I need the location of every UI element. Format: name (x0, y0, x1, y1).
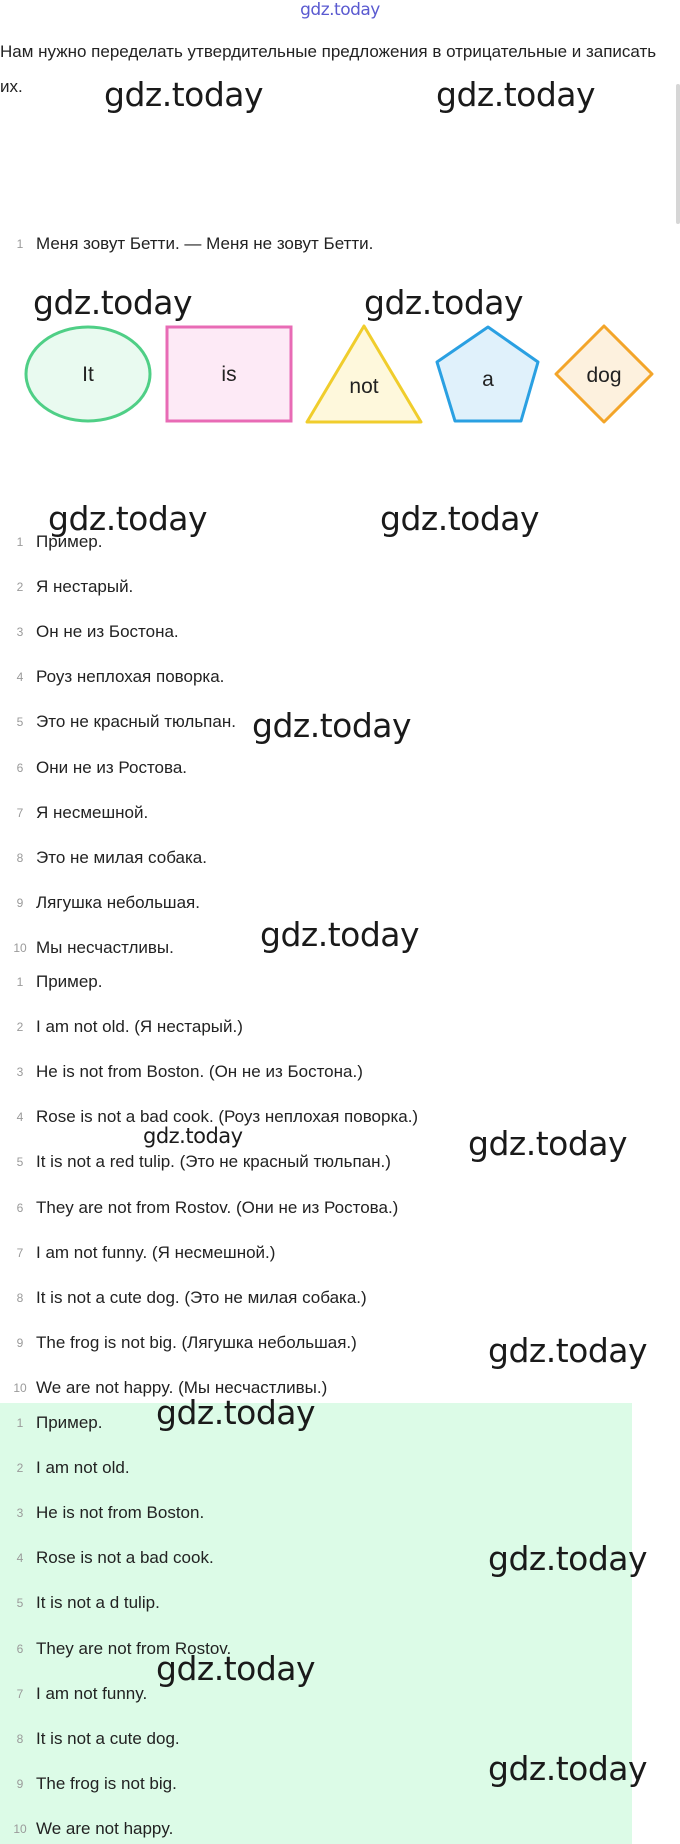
watermark: gdz.today (156, 1649, 316, 1688)
watermark: gdz.today (468, 1124, 628, 1163)
line-number: 9 (16, 1335, 24, 1350)
line-number: 4 (16, 670, 24, 685)
line-number: 2 (16, 580, 24, 595)
bilingual-row (0, 1241, 275, 1265)
line-number: 1 (16, 535, 24, 549)
line-number: 9 (16, 895, 24, 910)
line-number: 10 (13, 940, 27, 955)
watermark: gdz.today (33, 283, 193, 322)
sentence-text: The frog is not big. (Лягушка небольшая.) (36, 1332, 357, 1352)
line-number: 9 (16, 1776, 24, 1791)
sentence-text: Это не милая собака. (36, 847, 207, 867)
sentence-text: He is not from Boston. (Он не из Бостона.) (36, 1062, 363, 1082)
answer-row (0, 1546, 214, 1570)
answer-row (0, 1591, 160, 1615)
translation-row (0, 801, 148, 825)
translation-row (0, 620, 179, 644)
sentence-text: Пример. (36, 532, 103, 551)
answer-row (0, 1682, 147, 1706)
line-number: 6 (16, 1641, 24, 1656)
oval-word: It (82, 363, 94, 386)
diamond-word: dog (586, 364, 622, 387)
line-number: 1 (16, 237, 24, 251)
line-number: 2 (16, 1461, 24, 1476)
line-number: 3 (16, 1065, 24, 1080)
line-number: 4 (16, 1110, 24, 1125)
bilingual-row (0, 1331, 357, 1355)
diamond-shape (556, 326, 652, 422)
sentence-text: Лягушка небольшая. (36, 892, 200, 912)
translation-row (0, 665, 224, 689)
sentence-text: Пример. (36, 1413, 103, 1432)
line-number: 4 (16, 1551, 24, 1566)
line-number: 6 (16, 760, 24, 775)
sentence-text: We are not happy. (36, 1818, 174, 1838)
line-number: 2 (16, 1020, 24, 1035)
watermark: gdz.today (436, 75, 596, 114)
watermark: gdz.today (488, 1331, 648, 1370)
line-number: 1 (16, 1416, 24, 1430)
sentence-text: Я несмешной. (36, 802, 149, 822)
watermark: gdz.today (252, 706, 412, 745)
line-number: 10 (13, 1821, 27, 1836)
watermark: gdz.today (364, 283, 524, 322)
line-number: 3 (16, 1506, 24, 1521)
line-number: 10 (13, 1380, 27, 1395)
watermark: gdz.today (104, 75, 264, 114)
watermark: gdz.today (260, 915, 420, 954)
bilingual-row (0, 1060, 363, 1084)
sentence-text: It is not a cute dog. (36, 1728, 180, 1748)
square-word: is (221, 363, 237, 386)
sentence-text: I am not old. (Я нестарый.) (36, 1017, 243, 1037)
scrollbar[interactable] (676, 84, 680, 224)
answer-row (0, 1727, 180, 1751)
answer-row (0, 1817, 173, 1841)
answer-row (0, 1501, 204, 1525)
task-instruction: Нам нужно переделать утвердительные предложения в отрицательные и записать их. (0, 42, 657, 96)
line-number: 8 (16, 850, 24, 865)
sentence-text: They are not from Rostov. (Они не из Ростова.) (36, 1197, 399, 1217)
translation-row (0, 756, 187, 780)
line-number: 5 (16, 1596, 24, 1611)
sentence-text: Мы несчастливы. (36, 937, 174, 957)
sentence-text: It is not a d tulip. (36, 1593, 160, 1613)
answer-row (0, 1772, 177, 1796)
sentence-text: We are not happy. (Мы несчастливы.) (36, 1377, 328, 1397)
sentence-text: The frog is not big. (36, 1773, 177, 1793)
line-number: 6 (16, 1200, 24, 1215)
sentence-text: Это не красный тюльпан. (36, 712, 236, 732)
translation-row (0, 891, 200, 915)
watermark: gdz.today (488, 1749, 648, 1788)
sentence-text: I am not old. (36, 1458, 130, 1478)
sentence-text: It is not a red tulip. (Это не красный тюльпан.) (36, 1152, 391, 1172)
line-number: 8 (16, 1731, 24, 1746)
sentence-text: Пример. (36, 972, 103, 991)
example-row (0, 232, 373, 256)
line-number: 3 (16, 625, 24, 640)
bilingual-row (0, 1015, 243, 1039)
word-shapes-diagram (0, 318, 680, 430)
oval-shape (26, 327, 150, 421)
bilingual-row (0, 1286, 367, 1310)
watermark: gdz.today (380, 499, 540, 538)
sentence-text: He is not from Boston. (36, 1503, 205, 1523)
bilingual-row (0, 1196, 398, 1220)
watermark: gdz.today (488, 1539, 648, 1578)
pentagon-shape (437, 327, 538, 421)
line-number: 5 (16, 715, 24, 730)
site-logo[interactable]: gdz.today (300, 0, 380, 20)
sentence-text: I am not funny. (Я несмешной.) (36, 1242, 276, 1262)
square-shape (167, 327, 291, 421)
sentence-text: Они не из Ростова. (36, 757, 188, 777)
triangle-shape (307, 326, 421, 422)
example-text: Меня зовут Бетти. — Меня не зовут Бетти. (36, 234, 374, 253)
translation-row (0, 710, 236, 734)
sentence-text: Rose is not a bad cook. (Роуз неплохая поворка.) (36, 1107, 419, 1127)
line-number: 7 (16, 805, 24, 820)
sentence-text: Я нестарый. (36, 577, 134, 597)
sentence-text: Роуз неплохая поворка. (36, 667, 225, 687)
triangle-word: not (349, 375, 379, 398)
sentence-text: Он не из Бостона. (36, 622, 179, 642)
line-number: 8 (16, 1290, 24, 1305)
line-number: 7 (16, 1245, 24, 1260)
line-number: 7 (16, 1686, 24, 1701)
answer-row (0, 1456, 130, 1480)
sentence-text: They are not from Rostov. (36, 1638, 232, 1658)
watermark: gdz.today (143, 1124, 243, 1148)
watermark: gdz.today (156, 1393, 316, 1432)
bilingual-row (0, 1150, 391, 1174)
translation-row (0, 936, 174, 960)
sentence-text: I am not funny. (36, 1683, 148, 1703)
line-number: 1 (16, 975, 24, 989)
watermark: gdz.today (48, 499, 208, 538)
answer-row (0, 1411, 103, 1435)
bilingual-row (0, 970, 103, 994)
line-number: 5 (16, 1155, 24, 1170)
pentagon-word: a (482, 368, 494, 391)
sentence-text: It is not a cute dog. (Это не милая собака.) (36, 1287, 367, 1307)
translation-row (0, 846, 207, 870)
translation-row (0, 575, 133, 599)
sentence-text: Rose is not a bad cook. (36, 1548, 214, 1568)
